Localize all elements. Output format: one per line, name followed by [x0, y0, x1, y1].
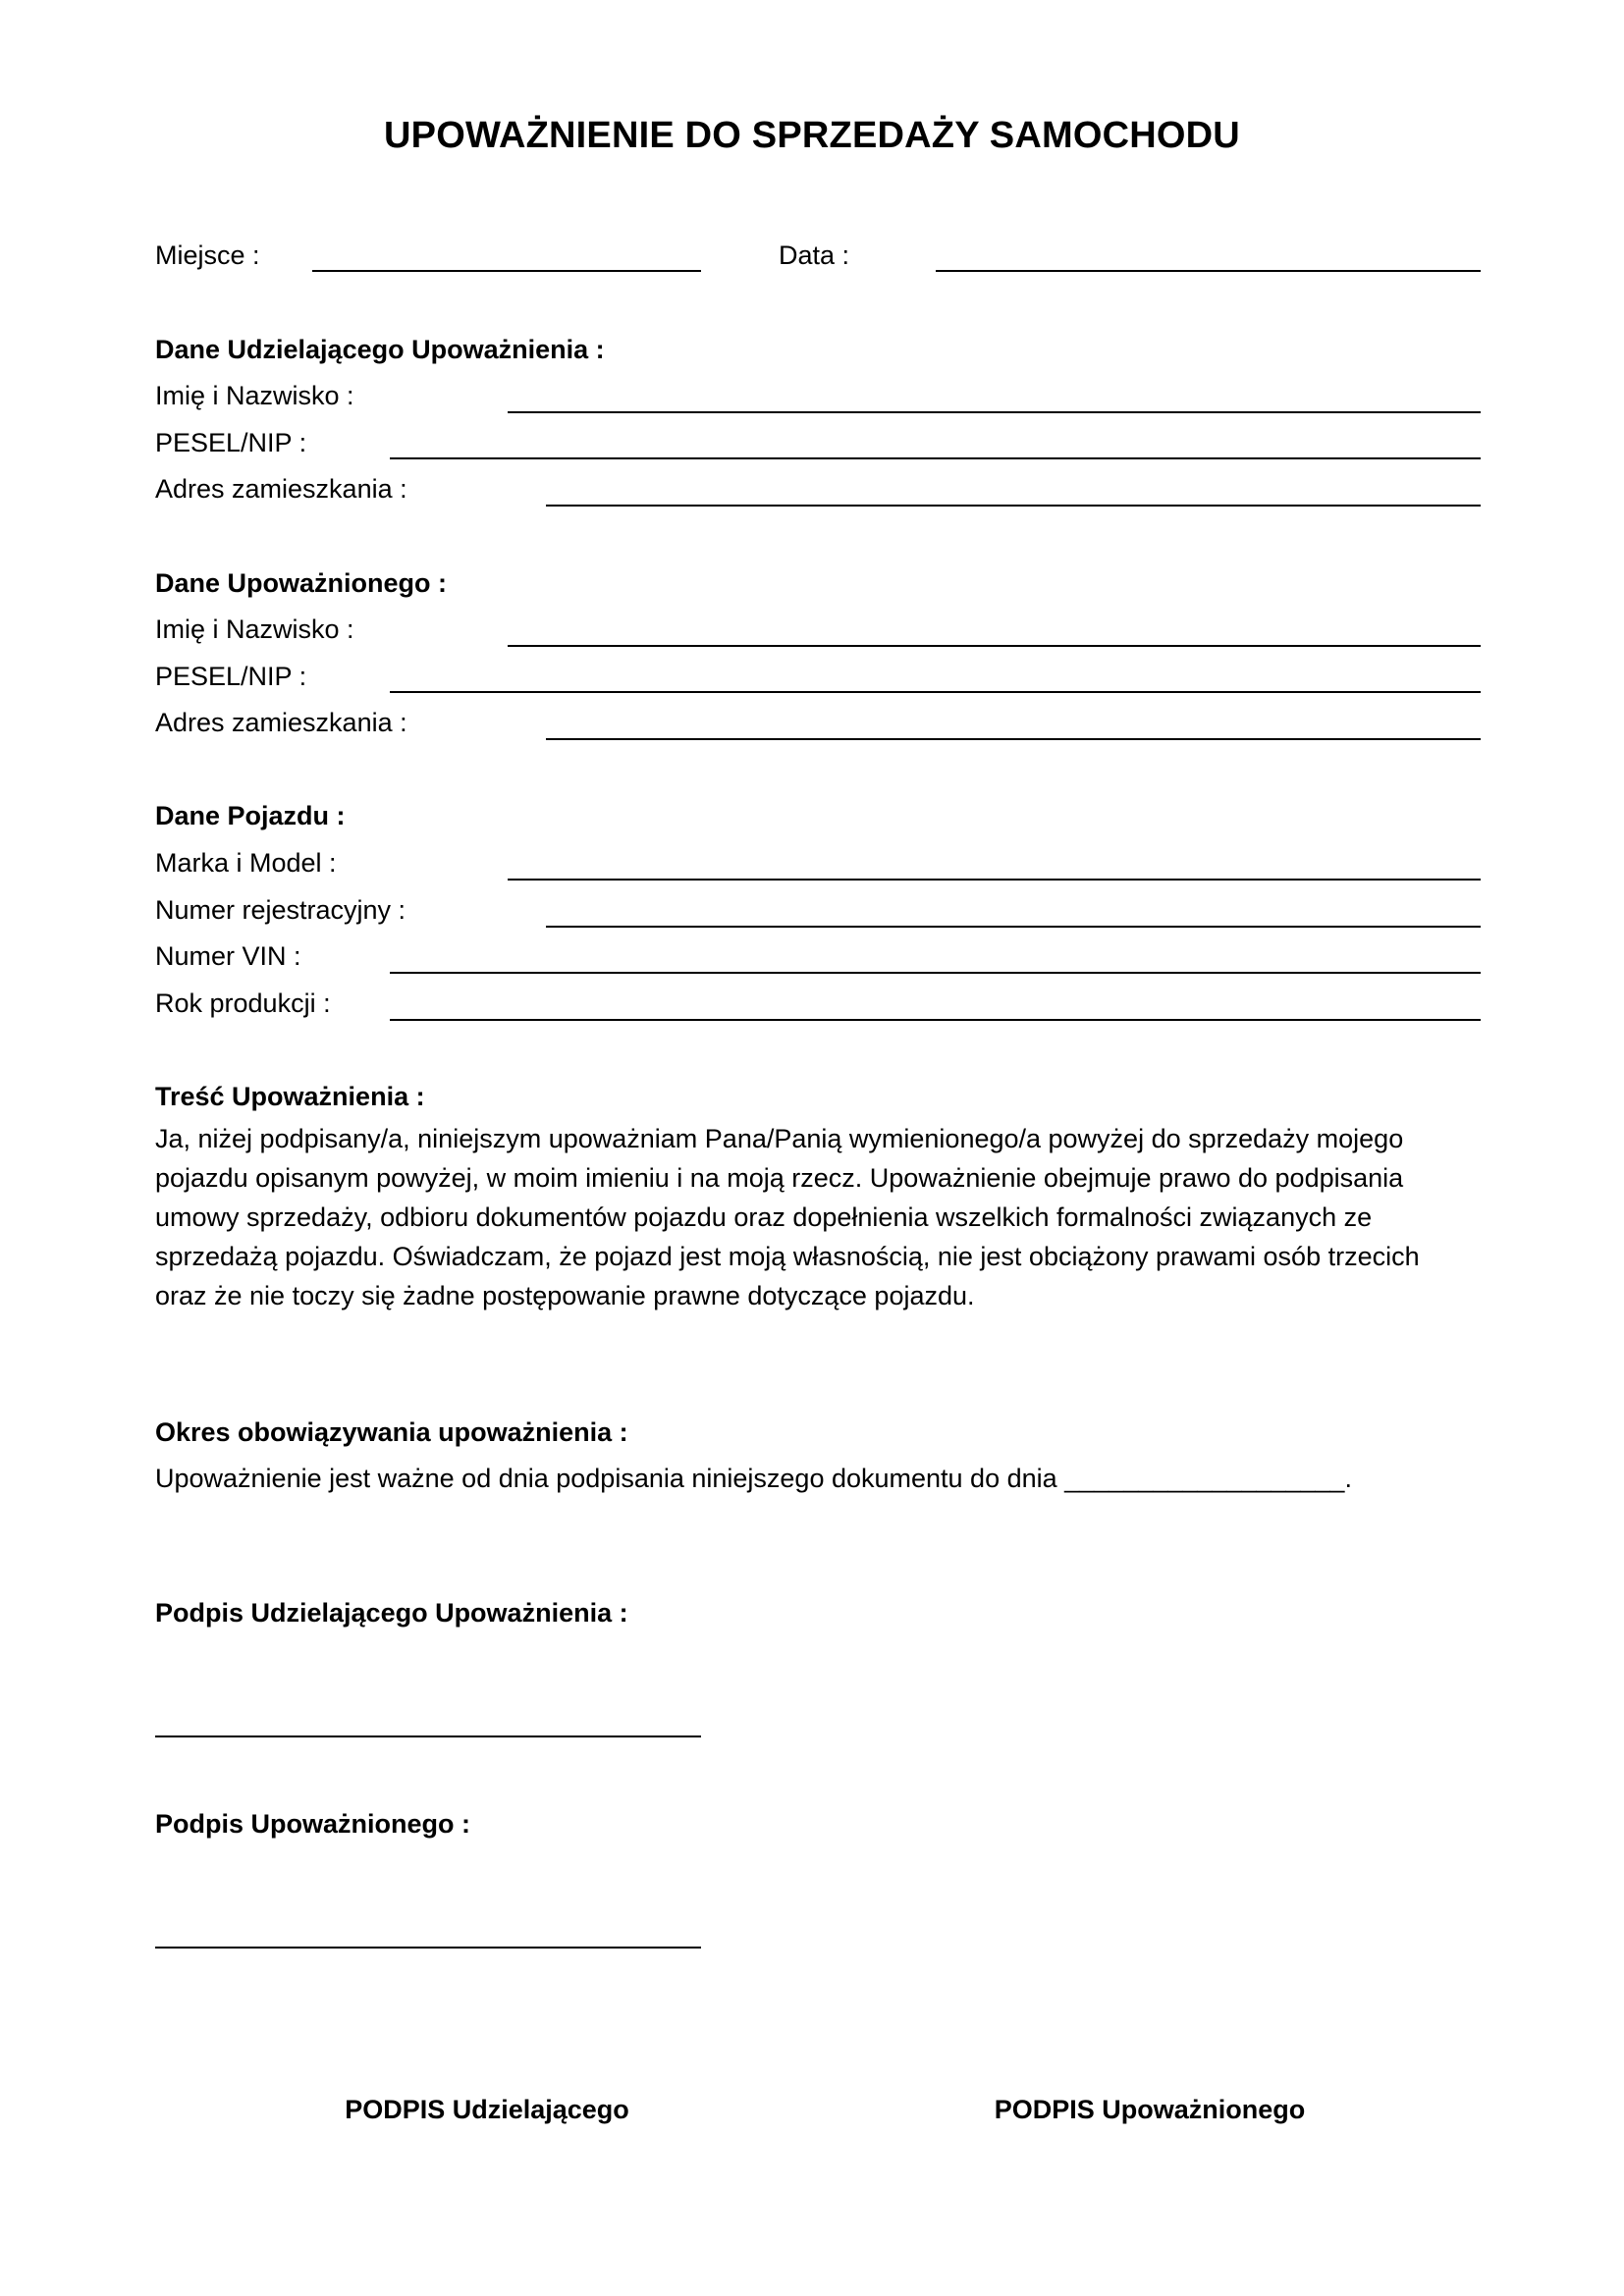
vehicle-year-label: Rok produkcji :: [155, 988, 331, 1018]
vehicle-make-model-field-line[interactable]: [508, 879, 1481, 881]
place-label: Miejsce :: [155, 240, 260, 270]
date-label: Data :: [779, 240, 850, 270]
place-field-line[interactable]: [312, 270, 701, 272]
grantor-name-field-line[interactable]: [508, 411, 1481, 413]
grantor-pesel-field-line[interactable]: [390, 457, 1481, 459]
vehicle-make-model-label: Marka i Model :: [155, 848, 337, 878]
content-heading: Treść Upoważnienia :: [155, 1082, 425, 1111]
grantee-name-field-line[interactable]: [508, 645, 1481, 647]
grantor-name-label: Imię i Nazwisko :: [155, 381, 354, 410]
grantee-signature-line[interactable]: [155, 1947, 701, 1949]
grantee-pesel-field-line[interactable]: [390, 691, 1481, 693]
validity-heading: Okres obowiązywania upoważnienia :: [155, 1417, 628, 1447]
grantor-signature-heading: Podpis Udzielającego Upoważnienia :: [155, 1598, 628, 1628]
content-line: pojazdu opisanym powyżej, w moim imieniu i na moją rzecz. Upoważnienie obejmuje prawo do podpisania: [155, 1163, 1404, 1193]
validity-text: Upoważnienie jest ważne od dnia podpisania niniejszego dokumentu do dnia ___________________.: [155, 1464, 1352, 1493]
document-title: UPOWAŻNIENIE DO SPRZEDAŻY SAMOCHODU: [384, 115, 1240, 156]
content-paragraph: [155, 1119, 1490, 1315]
vehicle-registration-field-line[interactable]: [546, 926, 1481, 928]
date-field-line[interactable]: [936, 270, 1481, 272]
grantor-signature-line[interactable]: [155, 1735, 701, 1737]
grantee-heading: Dane Upoważnionego :: [155, 568, 447, 598]
grantor-pesel-label: PESEL/NIP :: [155, 428, 307, 457]
grantor-heading: Dane Udzielającego Upoważnienia :: [155, 335, 605, 364]
grantee-address-label: Adres zamieszkania :: [155, 708, 407, 737]
grantor-address-label: Adres zamieszkania :: [155, 474, 407, 504]
grantee-name-label: Imię i Nazwisko :: [155, 614, 354, 644]
content-line: Ja, niżej podpisany/a, niniejszym upoważniam Pana/Panią wymienionego/a powyżej do sprzedaży mojego: [155, 1124, 1404, 1153]
vehicle-registration-label: Numer rejestracyjny :: [155, 895, 406, 925]
grantee-pesel-label: PESEL/NIP :: [155, 662, 307, 691]
footer-grantee-signature-label: PODPIS Upoważnionego: [994, 2095, 1306, 2124]
vehicle-year-field-line[interactable]: [390, 1019, 1481, 1021]
grantee-address-field-line[interactable]: [546, 738, 1481, 740]
content-line: sprzedażą pojazdu. Oświadczam, że pojazd jest moją własnością, nie jest obciążony prawami osób trzecich: [155, 1242, 1420, 1271]
content-line: oraz że nie toczy się żadne postępowanie prawne dotyczące pojazdu.: [155, 1281, 975, 1310]
grantor-address-field-line[interactable]: [546, 505, 1481, 507]
vehicle-vin-label: Numer VIN :: [155, 941, 301, 971]
vehicle-heading: Dane Pojazdu :: [155, 801, 346, 830]
vehicle-vin-field-line[interactable]: [390, 972, 1481, 974]
content-line: umowy sprzedaży, odbioru dokumentów pojazdu oraz dopełnienia wszelkich formalności związanych ze: [155, 1202, 1373, 1232]
grantee-signature-heading: Podpis Upoważnionego :: [155, 1809, 470, 1839]
footer-grantor-signature-label: PODPIS Udzielającego: [345, 2095, 629, 2124]
